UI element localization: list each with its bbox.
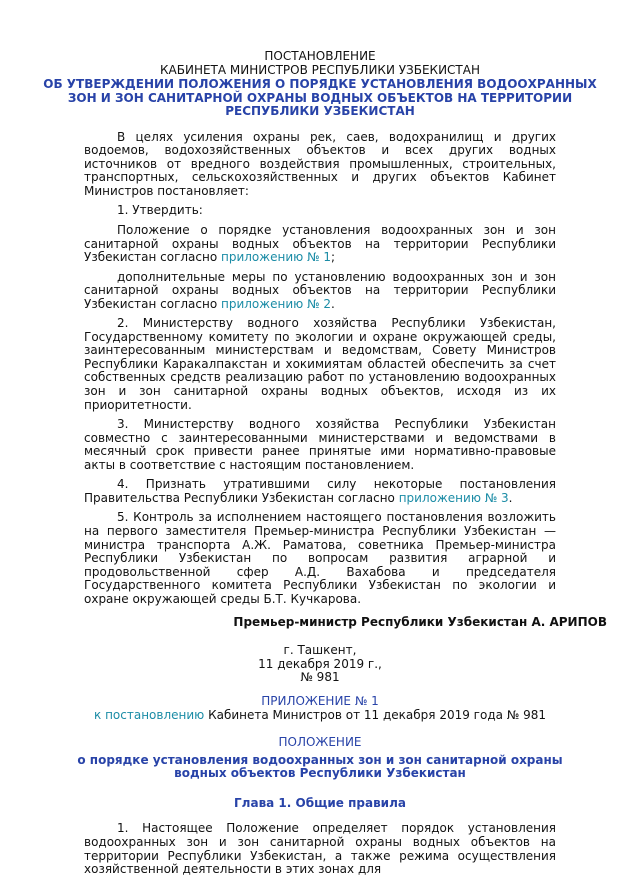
regulation-subtitle: о порядке установления водоохранных зон и зон санитарной охраны водных объектов Республики Узбекистан bbox=[77, 752, 563, 781]
paragraph-text: 4. Признать утратившими силу некоторые постановления Правительства Республики Узбекистан согласно bbox=[84, 477, 556, 505]
document-body bbox=[84, 131, 556, 607]
annex-3-link[interactable]: приложению № 3 bbox=[398, 490, 509, 505]
place-city: г. Ташкент, bbox=[283, 642, 357, 657]
document-header bbox=[33, 50, 607, 119]
annex-1-link[interactable]: приложению № 1 bbox=[221, 250, 331, 265]
paragraph-text: 2. Министерству водного хозяйства Республики Узбекистан, Государственному комитету по экологии и охране окружающей среды, заинтересованным министерствам и ведомствам, Совету Министров Республики Каракалпакстан и хокимиятам областей обеспечить за счет собственных средств реализацию работ по установлению водоохранных зон и зон санитарной охраны водных объектов, исходя из их приоритетности. bbox=[84, 316, 556, 412]
paragraph-preamble bbox=[84, 131, 556, 199]
paragraph-text: ; bbox=[330, 250, 336, 265]
paragraph-item-3 bbox=[84, 418, 556, 472]
paragraph-annex1-ref bbox=[84, 224, 556, 265]
paragraph-text: 1. Утвердить: bbox=[117, 203, 203, 218]
annex-2-link[interactable]: приложению № 2 bbox=[221, 296, 331, 311]
chapter-1-heading: Глава 1. Общие правила bbox=[234, 795, 406, 810]
annex-reference bbox=[33, 709, 607, 723]
regulation-title: ПОЛОЖЕНИЕ bbox=[278, 735, 362, 750]
paragraph-text: . bbox=[508, 490, 513, 505]
paragraph-text: 3. Министерству водного хозяйства Республики Узбекистан совместно с заинтересованными министерствами и ведомствами в месячный срок привести ранее принятые ими нормативно-правовые акты в соответствие с настоящим постановлением. bbox=[84, 417, 556, 472]
signature-line: Премьер-министр Республики Узбекистан А. АРИПОВ bbox=[233, 615, 607, 630]
doc-number: № 981 bbox=[300, 670, 340, 685]
paragraph-text: дополнительные меры по установлению водоохранных зон и зон санитарной охраны водных объектов на территории Республики Узбекистан согласно bbox=[84, 269, 556, 311]
doc-title: ОБ УТВЕРЖДЕНИИ ПОЛОЖЕНИЯ О ПОРЯДКЕ УСТАНОВЛЕНИЯ ВОДООХРАННЫХ ЗОН И ЗОН САНИТАРНОЙ ОХРАНЫ ВОДНЫХ ОБЪЕКТОВ НА ТЕРРИТОРИИ РЕСПУБЛИКИ УЗБЕКИСТАН bbox=[43, 77, 597, 119]
paragraph-text: Положение о порядке установления водоохранных зон и зон санитарной охраны водных объектов на территории Республики Узбекистан согласно bbox=[84, 223, 556, 265]
paragraph-text: . bbox=[330, 296, 335, 311]
paragraph-text: 1. Настоящее Положение определяет порядок установления водоохранных зон и зон санитарной охраны водных объектов на территории Республики Узбекистан, а также режима осуществления хозяйственной деятельности в этих зонах для bbox=[84, 821, 556, 877]
paragraph-text: В целях усиления охраны рек, саев, водохранилищ и других водоемов, водохозяйственных объектов и всех других водных источников от вредного воздействия промышленных, строительных, транспортных, сельскохозяйственных и других объектов Кабинет Министров постановляет: bbox=[84, 129, 556, 198]
doc-authority-line: КАБИНЕТА МИНИСТРОВ РЕСПУБЛИКИ УЗБЕКИСТАН bbox=[160, 62, 480, 77]
paragraph-item-2 bbox=[84, 317, 556, 412]
annex-title: ПРИЛОЖЕНИЕ № 1 bbox=[261, 694, 379, 709]
regulation-body bbox=[84, 822, 556, 876]
annex-heading bbox=[33, 695, 607, 722]
doc-date: 11 декабря 2019 г., bbox=[258, 656, 382, 671]
paragraph-item-4 bbox=[84, 478, 556, 505]
paragraph-item-1 bbox=[84, 204, 556, 218]
paragraph-item-5 bbox=[84, 511, 556, 606]
paragraph-annex2-ref bbox=[84, 271, 556, 312]
annex-reference-text: Кабинета Министров от 11 декабря 2019 года № 981 bbox=[204, 707, 546, 722]
regulation-paragraph-1 bbox=[84, 822, 556, 876]
paragraph-text: 5. Контроль за исполнением настоящего постановления возложить на первого заместителя Премьер-министра Республики Узбекистан — министра транспорта А.Ж. Раматова, советника Премьер-министра Республики Узбекистан по вопросам развития аграрной и продовольственной сфер А.Д. Вахабова и председателя Государственного комитета Республики Узбекистан по экологии и охране окружающей среды Б.Т. Кучкарова. bbox=[84, 510, 556, 606]
place-date-block bbox=[33, 644, 607, 685]
doc-type-line: ПОСТАНОВЛЕНИЕ bbox=[264, 49, 376, 63]
resolution-link[interactable]: к постановлению bbox=[94, 707, 205, 722]
